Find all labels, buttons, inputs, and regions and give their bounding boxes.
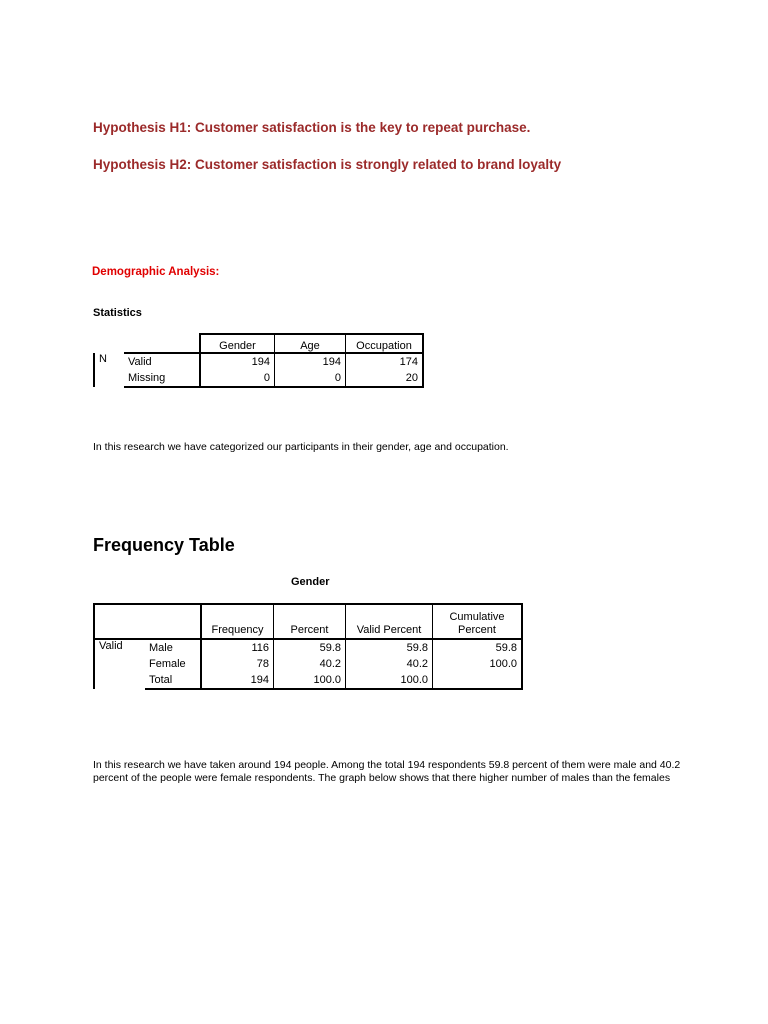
- gender-frequency-table: [93, 603, 523, 690]
- statistics-row-label: Valid: [128, 356, 152, 368]
- gender-cell: 59.8: [346, 639, 433, 656]
- gender-header-percent: Percent: [274, 604, 346, 639]
- gender-group-label: Valid: [94, 639, 145, 689]
- statistics-row-valid: [94, 353, 423, 370]
- statistics-cell: 0: [275, 370, 346, 387]
- gender-cell: 40.2: [346, 656, 433, 672]
- demographic-heading: Demographic Analysis:: [92, 266, 220, 278]
- gender-table-title: Gender: [291, 576, 330, 588]
- hypothesis-h2: Hypothesis H2: Customer satisfaction is strongly related to brand loyalty: [93, 157, 562, 172]
- hypothesis-h1: Hypothesis H1: Customer satisfaction is the key to repeat purchase.: [93, 120, 531, 135]
- gender-cell: 59.8: [274, 639, 346, 656]
- paragraph-categorization: In this research we have categorized our participants in their gender, age and occupation.: [93, 441, 509, 453]
- frequency-table-heading: Frequency Table: [93, 535, 235, 555]
- statistics-header-age: Age: [275, 334, 346, 353]
- gender-row-female: [94, 656, 522, 672]
- gender-cell: 40.2: [274, 656, 346, 672]
- paragraph-respondents: In this research we have taken around 194 people. Among the total 194 respondents 59.8 percent of them were male and 40.2 percent of the people were female respondents. The graph below shows that there higher number of males than the females: [93, 759, 681, 784]
- gender-row-male: [94, 639, 522, 656]
- gender-row-label: Female: [149, 658, 186, 670]
- statistics-table: [93, 333, 424, 388]
- gender-cell: 100.0: [346, 672, 433, 689]
- gender-cell: [433, 672, 523, 689]
- statistics-header-row: [94, 334, 423, 353]
- statistics-header-gender: Gender: [200, 334, 275, 353]
- statistics-n-label: N: [94, 353, 124, 387]
- gender-cell: 100.0: [274, 672, 346, 689]
- gender-cell: 59.8: [433, 639, 523, 656]
- gender-row-label: Male: [149, 642, 173, 654]
- gender-cell: 78: [201, 656, 274, 672]
- statistics-cell: 20: [346, 370, 424, 387]
- gender-header-row: [94, 604, 522, 639]
- gender-header-valid-percent: Valid Percent: [346, 604, 433, 639]
- statistics-header-occupation: Occupation: [346, 334, 424, 353]
- gender-cell: 194: [201, 672, 274, 689]
- gender-row-total: [94, 672, 522, 689]
- statistics-row-label: Missing: [124, 370, 200, 387]
- statistics-cell: 0: [200, 370, 275, 387]
- statistics-row-missing: [94, 370, 423, 387]
- gender-cell: 100.0: [433, 656, 523, 672]
- statistics-cell: 174: [346, 353, 424, 370]
- gender-header-frequency: Frequency: [201, 604, 274, 639]
- gender-cell: 116: [201, 639, 274, 656]
- statistics-cell: 194: [275, 353, 346, 370]
- gender-row-label: Total: [145, 672, 201, 689]
- statistics-cell: 194: [200, 353, 275, 370]
- gender-header-cumulative-percent: Cumulative Percent: [433, 604, 523, 639]
- statistics-title: Statistics: [93, 307, 142, 319]
